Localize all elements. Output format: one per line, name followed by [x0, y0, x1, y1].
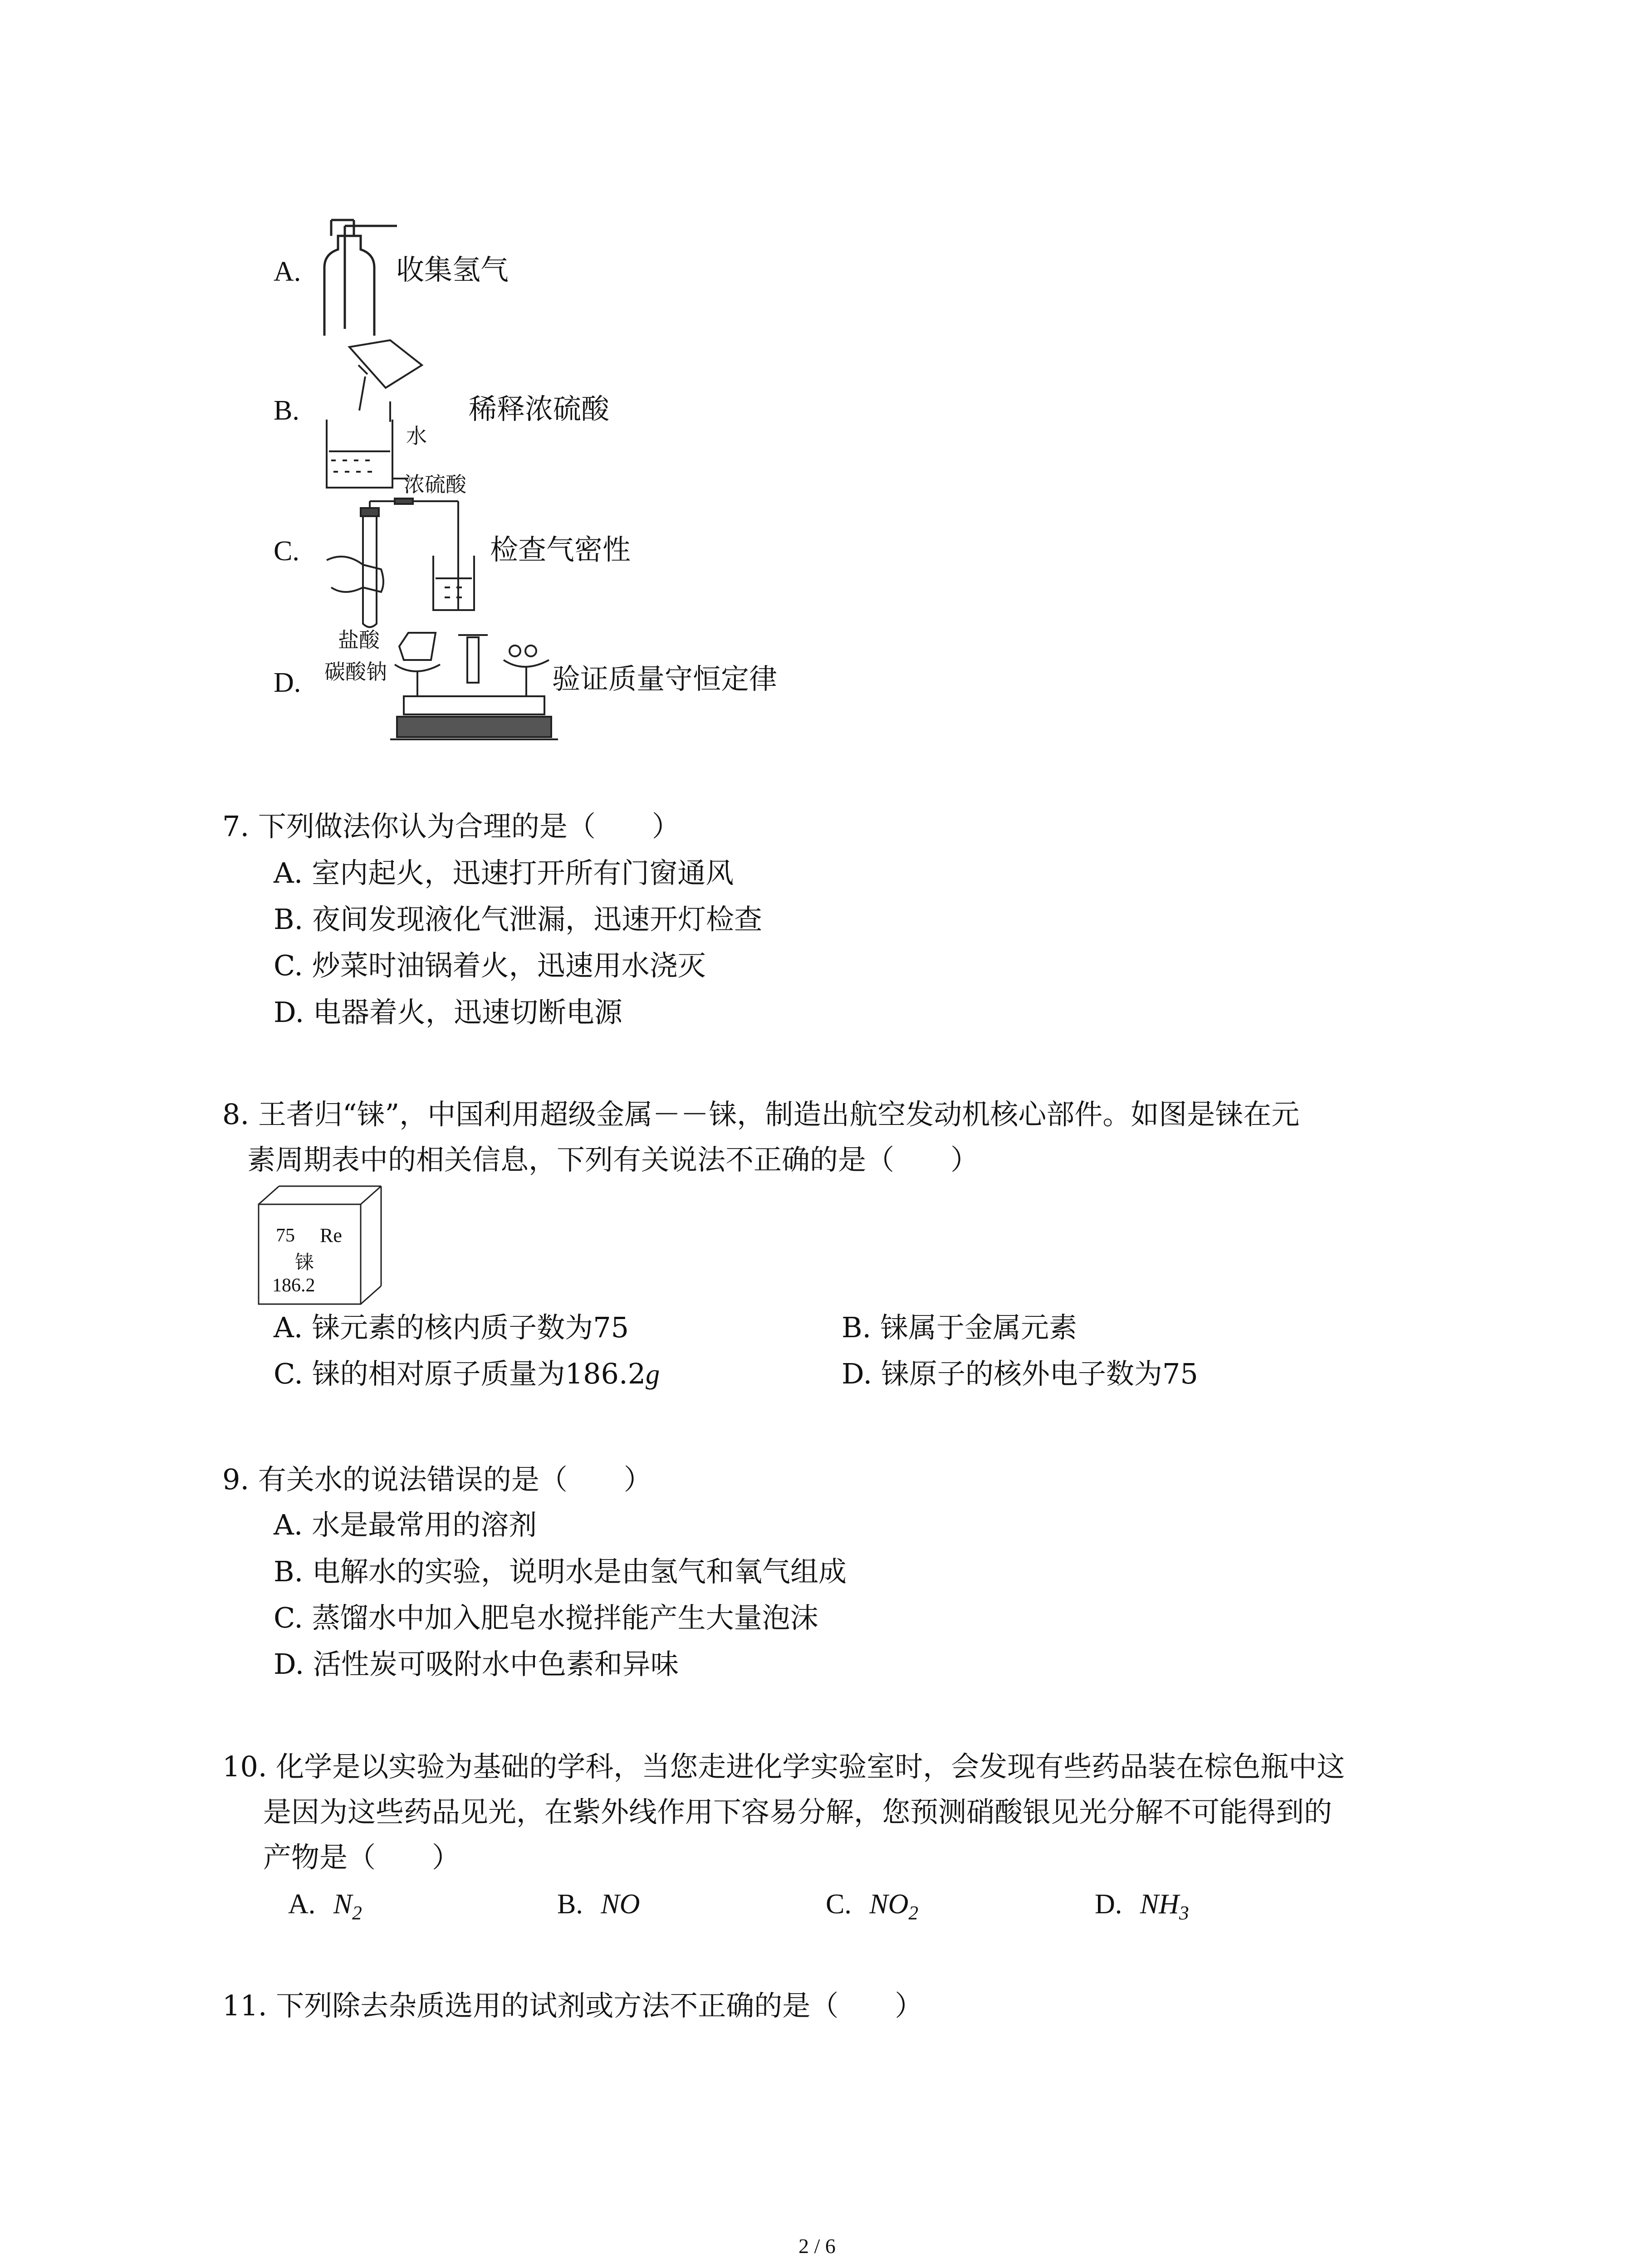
q8-option-d: D. 铼原子的核外电子数为75 [842, 1357, 1198, 1390]
q8-stem-line2: 素周期表中的相关信息，下列有关说法不正确的是（ ） [247, 1143, 979, 1176]
q11-stem: 11. 下列除去杂质选用的试剂或方法不正确的是（ ） [222, 1989, 923, 2022]
q6-figure-a-gas-bottle [318, 218, 399, 336]
q8-option-c [274, 1357, 660, 1391]
q10-stem-line1: 10. 化学是以实验为基础的学科，当您走进化学实验室时，会发现有些药品装在棕色瓶中这 [222, 1750, 1345, 1783]
q6-figure-d-balance [390, 628, 558, 746]
q9-option-a: A. 水是最常用的溶剂 [274, 1508, 537, 1541]
q7-option-c: C. 炒菜时油锅着火，迅速用水浇灭 [274, 949, 706, 982]
q10-option-a-sub: 2 [352, 1902, 362, 1924]
q6-option-d-letter: D. [274, 667, 301, 698]
q10-option-a-letter: A. [288, 1889, 316, 1920]
q9-option-c: C. 蒸馏水中加入肥皂水搅拌能产生大量泡沫 [274, 1601, 818, 1634]
q6-option-b-label: 稀释浓硫酸 [469, 392, 610, 425]
q8-option-a: A. 铼元素的核内质子数为75 [274, 1311, 629, 1344]
q6-option-a-letter: A. [274, 256, 301, 287]
q8-element-name: 铼 [295, 1251, 314, 1273]
q10-option-d-sub: 3 [1179, 1902, 1189, 1924]
q9-stem: 9. 有关水的说法错误的是（ ） [222, 1463, 652, 1496]
q9-option-d: D. 活性炭可吸附水中色素和异味 [274, 1647, 679, 1681]
q6-option-c-letter: C. [274, 536, 299, 567]
q8-element-mass: 186.2 [272, 1275, 315, 1296]
q6-option-d-hcl-label: 盐酸 [338, 628, 380, 652]
q10-option-c-letter: C. [826, 1889, 852, 1920]
q10-stem-line3: 产物是（ ） [263, 1841, 460, 1874]
q10-option-d [1095, 1887, 1189, 1925]
q8-element-number: 75 [276, 1225, 295, 1246]
q10-option-c-sub: 2 [908, 1902, 919, 1924]
q10-option-b [557, 1887, 640, 1921]
q8-element-symbol: Re [320, 1224, 342, 1246]
q9-option-b: B. 电解水的实验，说明水是由氢气和氧气组成 [274, 1555, 847, 1588]
q10-option-b-letter: B. [557, 1889, 583, 1920]
q6-option-b-acid-label: 浓硫酸 [404, 472, 466, 497]
q6-option-b-letter: B. [274, 395, 299, 426]
q8-stem-line1: 8. 王者归“铼”，中国利用超级金属－－铼，制造出航空发动机核心部件。如图是铼在元 [222, 1098, 1300, 1131]
q8-option-c-text: C. 铼的相对原子质量为186.2 [274, 1357, 646, 1390]
q10-option-d-letter: D. [1095, 1889, 1122, 1920]
q10-option-a [288, 1887, 362, 1925]
q7-option-b: B. 夜间发现液化气泄漏，迅速开灯检查 [274, 903, 762, 936]
q10-stem-line2: 是因为这些药品见光，在紫外线作用下容易分解，您预测硝酸银见光分解不可能得到的 [263, 1795, 1332, 1828]
q10-option-a-formula: N [333, 1889, 353, 1920]
q7-stem: 7. 下列做法你认为合理的是（ ） [222, 810, 680, 843]
q6-option-d-label: 验证质量守恒定律 [552, 662, 778, 695]
q6-figure-c-airtightness [318, 497, 490, 633]
q8-option-c-unit: g [646, 1359, 660, 1390]
q10-option-d-formula: NH [1140, 1889, 1179, 1920]
q6-option-c-label: 检查气密性 [490, 533, 631, 566]
page-number: 2 / 6 [798, 2234, 836, 2258]
q6-option-b-water-label: 水 [406, 424, 427, 448]
q6-option-d-na2co3-label: 碳酸钠 [324, 660, 387, 684]
q10-option-b-formula: NO [601, 1889, 640, 1920]
q8-option-b: B. 铼属于金属元素 [842, 1311, 1077, 1344]
q6-option-a-label: 收集氢气 [396, 253, 509, 286]
q10-option-c-formula: NO [869, 1889, 909, 1920]
q7-option-a: A. 室内起火，迅速打开所有门窗通风 [274, 856, 734, 890]
q10-option-c [826, 1887, 918, 1925]
q7-option-d: D. 电器着火，迅速切断电源 [274, 996, 622, 1029]
